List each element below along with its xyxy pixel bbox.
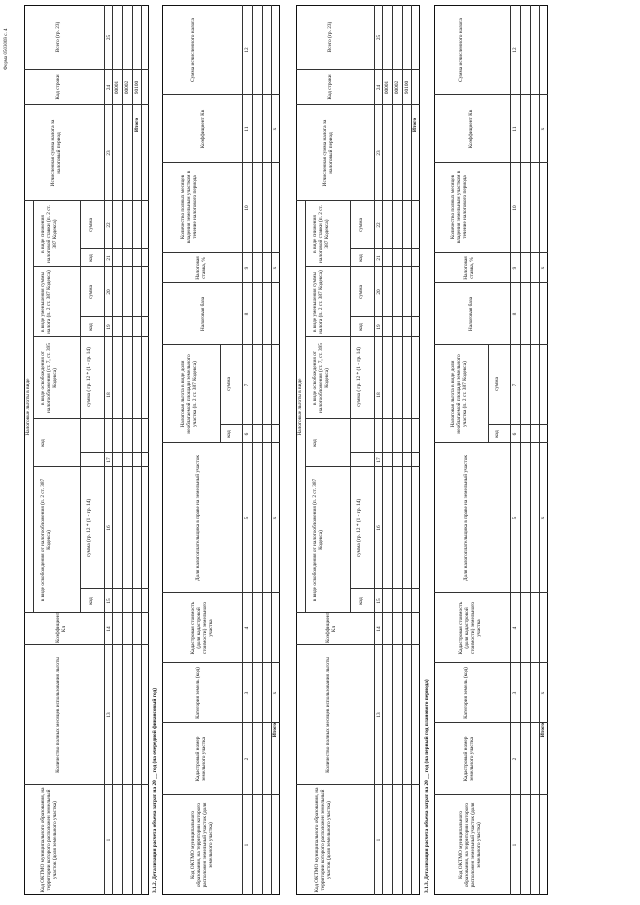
s4-header-base: Налоговая база	[468, 296, 474, 332]
s4-x: x	[540, 691, 546, 695]
s3-g4-title: в виде снижения налоговой ставки (п. 2 ст. 387 Кодекса)	[312, 205, 331, 263]
s4-header-share: Доля налогоплательщика в праве на земельный участок	[463, 455, 469, 581]
s2-x: x	[272, 516, 278, 520]
s3-g2-title: в виде освобождения от налогообложения (ст. 7, ст. 395 Кодекса)	[312, 343, 331, 413]
s2-header-benefit: Налоговая льгота в виде доли необлагаемой площади земельного участка (п. 2 ст. 387 Кодекса)	[180, 354, 199, 434]
s2-header-base: Налоговая база	[200, 296, 206, 332]
s2-header-months: Количество полных месяцев владения земельным участком в течение налогового периода	[180, 170, 199, 244]
top-g4-sum: сумма	[88, 218, 94, 232]
top-num: 24	[106, 84, 112, 91]
s2-header-cadastral: Кадастровый номер земельного участка	[195, 736, 208, 782]
s4-num: 9	[512, 266, 518, 270]
s2-num: 8	[244, 312, 250, 316]
s4-header-cost: Кадастровая стоимость (доля кадастровой стоимости) земельного участка	[458, 601, 483, 655]
s3-num: 19	[376, 324, 382, 330]
s4-num: 8	[512, 312, 518, 316]
s2-header-rate: Налоговая ставка, %	[195, 256, 208, 280]
s2-num: 9	[244, 266, 250, 270]
s2-header-kv: Коэффициент Кв	[200, 109, 206, 149]
s2-header-benefit-sum: сумма	[226, 377, 232, 391]
top-line-code: 90100	[134, 80, 140, 95]
top-num: 15	[106, 598, 112, 604]
top-g4-title: в виде снижения налоговой ставки (п. 2 ст. 387 Кодекса)	[40, 205, 59, 263]
s3-header-months: Количество полных месяцев использования льготы	[325, 657, 331, 773]
s4-header-months: Количество полных месяцев владения земельным участком в течение налогового периода	[450, 170, 469, 244]
top-num: 1	[106, 838, 112, 842]
s3-num: 20	[376, 289, 382, 295]
s3-num: 13	[376, 712, 382, 718]
s3-num: 22	[376, 222, 382, 228]
s3-header-line: Код строки	[327, 74, 333, 100]
top-g3-sum: сумма	[88, 285, 94, 299]
s4-num: 10	[512, 205, 518, 211]
top-num: 20	[106, 289, 112, 295]
s4-header-tax: Сумма исчисленного налога	[458, 18, 464, 82]
s2-num: 10	[244, 205, 250, 211]
top-g1-sum: сумма (гр. 12 * (1 - гр. 14)	[86, 498, 92, 558]
top-g1-code: код	[88, 597, 94, 605]
s2-itogo: Итого	[272, 723, 278, 738]
s3-g3-title: в виде уменьшения суммы налога (п. 2 ст. 387 Кодекса)	[312, 270, 325, 334]
section2-title: 3.1.2. Детализация расчета объема затрат на 20 __ год (на очередной финансовый год)	[152, 688, 158, 893]
s3-num: 15	[376, 598, 382, 604]
s4-num: 4	[512, 626, 518, 630]
s4-header-oktmo: Код ОКТМО муниципального образования, на территории которого расположен земельный участок (доля земельного участка)	[458, 802, 483, 888]
top-num: 17	[106, 457, 112, 463]
s2-x: x	[272, 127, 278, 131]
top-header-months: Количество полных месяцев использования льготы	[55, 657, 61, 773]
s2-num: 11	[244, 126, 250, 132]
s3-num: 17	[376, 457, 382, 463]
top-g4-code: код	[88, 254, 94, 262]
top-num: 19	[106, 324, 112, 330]
top-line-code: 00001	[114, 80, 120, 95]
s2-header-share: Доля налогоплательщика в праве на земельный участок	[195, 455, 201, 581]
s4-x: x	[540, 127, 546, 131]
s3-g3-code: код	[358, 323, 364, 331]
s4-header-kv: Коэффициент Кв	[468, 109, 474, 149]
section4-title: 3.1.3. Детализация расчета объема затрат на 20 __ год (на первый год планового периода)	[424, 679, 430, 893]
s4-num: 5	[512, 516, 518, 520]
s4-num: 11	[512, 126, 518, 132]
top-num: 22	[106, 222, 112, 228]
s2-num: 12	[244, 47, 250, 53]
top-num: 25	[106, 34, 112, 41]
top-line-code: 00002	[124, 80, 130, 95]
s3-num: 25	[376, 34, 382, 41]
top-header-calc: Исчисленная сумма налога за налоговый период	[50, 119, 63, 187]
top-header-total: Всего (гр. 23)	[55, 21, 61, 53]
s4-itogo: Итого	[540, 723, 546, 738]
s2-num: 2	[244, 757, 250, 761]
s4-num: 2	[512, 757, 518, 761]
s4-x: x	[540, 516, 546, 520]
s2-num: 4	[244, 626, 250, 630]
top-itogo: Итого	[134, 117, 140, 133]
s3-header-oktmo: Код ОКТМО муниципального образования, на территории которого расположен земельный участок (доля земельного участка)	[314, 787, 333, 893]
s2-num: 7	[244, 383, 250, 387]
s3-num: 14	[376, 626, 382, 632]
top-header-line: Код строки	[55, 74, 61, 100]
s3-header-group: Налоговые льготы в виде	[297, 378, 303, 436]
top-num: 18	[106, 392, 112, 398]
s4-num: 12	[512, 47, 518, 53]
s3-line-code: 00001	[384, 80, 390, 95]
top-num: 23	[106, 150, 112, 156]
top-g3-title: в виде уменьшения суммы налога (п. 2 ст. 387 Кодекса)	[40, 270, 53, 334]
top-g2-code-label: код	[40, 439, 46, 447]
form-code: Форма 0503069 с. 4	[4, 28, 9, 70]
s3-num: 16	[376, 525, 382, 531]
s2-header-oktmo: Код ОКТМО муниципального образования, на территории которого расположен земельный участок (доля земельного участка)	[190, 802, 215, 888]
top-header-group: Налоговые льготы в виде	[25, 378, 31, 436]
top-num: 21	[106, 255, 112, 261]
s2-header-cost: Кадастровая стоимость (доля кадастровой стоимости) земельного участка	[190, 601, 215, 655]
top-g1-title: в виде освобождения от налогообложения (п. 2 ст. 387 Кодекса)	[40, 478, 53, 602]
s2-header-benefit-code: код	[226, 430, 232, 438]
top-g2-sum: сумма ( гр. 12 * (1 - гр. 14)	[86, 347, 92, 407]
s4-num: 6	[512, 432, 518, 436]
top-num: 16	[106, 525, 112, 531]
s3-line-code: 90100	[404, 80, 410, 95]
s4-header-benefit: Налоговая льгота в виде доли необлагаемой площади земельного участка (п. 2 ст. 387 Кодекса)	[450, 354, 469, 434]
s3-num: 23	[376, 150, 382, 156]
s2-x: x	[272, 691, 278, 695]
s3-g1-sum: сумма (гр. 12 * (1 - гр. 14)	[356, 498, 362, 558]
s2-x: x	[272, 266, 278, 270]
s3-g4-sum: сумма	[358, 218, 364, 232]
s3-num: 24	[376, 84, 382, 91]
s3-num: 1	[376, 838, 382, 842]
s3-header-kl: Коэффициент Кл	[325, 611, 338, 643]
s4-x: x	[540, 266, 546, 270]
s3-num: 21	[376, 255, 382, 261]
top-g2-title: в виде освобождения от налогообложения (ст. 7, ст. 395 Кодекса)	[40, 343, 59, 413]
s3-header-calc: Исчисленная сумма налога за налоговый период	[322, 119, 335, 187]
s3-itogo: Итого	[412, 117, 418, 133]
s3-num: 18	[376, 392, 382, 398]
s4-header-rate: Налоговая ставка, %	[463, 256, 476, 280]
top-header-oktmo: Код ОКТМО муниципального образования, на территории которого расположен земельный участок (доля земельного участка)	[40, 787, 59, 893]
s3-line-code: 00002	[394, 80, 400, 95]
s3-g4-code: код	[358, 254, 364, 262]
s2-num: 3	[244, 691, 250, 695]
top-num: 14	[106, 626, 112, 632]
s2-header-category: Категория земель (код)	[195, 667, 201, 719]
s3-g1-code: код	[358, 597, 364, 605]
s3-g1-title: в виде освобождения от налогообложения (п. 2 ст. 387 Кодекса)	[312, 478, 325, 602]
s4-header-benefit-code: код	[494, 430, 500, 438]
s4-header-category: Категория земель (код)	[463, 667, 469, 719]
s2-num: 6	[244, 432, 250, 436]
s3-g2-code-label: код	[312, 439, 318, 447]
s2-num: 5	[244, 516, 250, 520]
s3-g2-sum: сумма ( гр. 12 * (1 - гр. 14)	[356, 347, 362, 407]
top-g3-code: код	[88, 323, 94, 331]
s4-header-cadastral: Кадастровый номер земельного участка	[463, 736, 476, 782]
s4-num: 3	[512, 691, 518, 695]
s2-header-tax: Сумма исчисленного налога	[190, 18, 196, 82]
s4-num: 1	[512, 843, 518, 847]
s4-header-benefit-sum: сумма	[494, 377, 500, 391]
s2-num: 1	[244, 843, 250, 847]
top-num: 13	[106, 712, 112, 718]
s4-num: 7	[512, 383, 518, 387]
s3-g3-sum: сумма	[358, 285, 364, 299]
top-header-kl: Коэффициент Кл	[55, 611, 68, 643]
s3-header-total: Всего (гр. 23)	[327, 21, 333, 53]
